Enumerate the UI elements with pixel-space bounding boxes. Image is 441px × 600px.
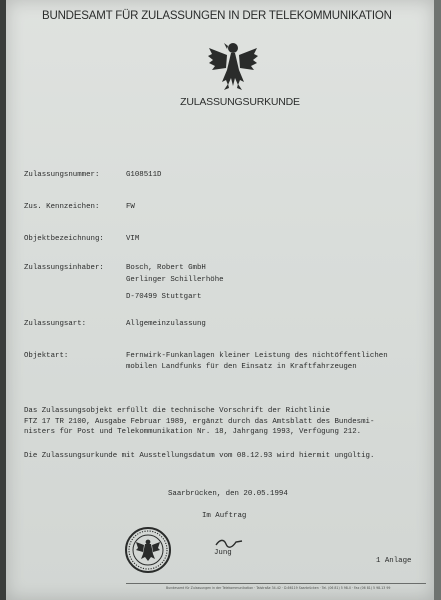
compliance-statement [24, 406, 429, 438]
field-value-object-designation: VIM [126, 235, 140, 243]
scan-right-edge [434, 0, 441, 600]
authority-header: BUNDESAMT FÜR ZULASSUNGEN IN DER TELEKOMMUNIKATION [42, 10, 392, 22]
field-label-object-type: Objektart: [24, 352, 69, 360]
field-value-object-type-line-1: Fernwirk-Funkanlagen kleiner Leistung des nichtöffentlichen [126, 352, 388, 360]
signature-icon [214, 536, 244, 550]
place-and-date: Saarbrücken, den 20.05.1994 [168, 490, 288, 498]
field-value-approval-type: Allgemeinzulassung [126, 320, 206, 328]
signatory-name: Jung [214, 549, 232, 557]
attachments-note: 1 Anlage [376, 557, 412, 565]
footer-rule [126, 583, 426, 584]
field-value-additional-mark: FW [126, 203, 135, 211]
field-value-object-type-line-2: mobilen Landfunks für den Einsatz in Kraftfahrzeugen [126, 363, 357, 371]
field-value-holder-line-2: Gerlinger Schillerhöhe [126, 276, 224, 284]
federal-eagle-icon [206, 40, 260, 92]
field-label-object-designation: Objektbezeichnung: [24, 235, 104, 243]
official-seal-icon [124, 526, 172, 574]
compliance-statement-line-1: Das Zulassungsobjekt erfüllt die technische Vorschrift der Richtlinie [24, 407, 331, 415]
field-value-approval-number: G108511D [126, 171, 162, 179]
compliance-statement-line-3: nisters für Post und Telekommunikation Nr. 18, Jahrgang 1993, Verfügung 212. [24, 428, 362, 436]
on-behalf-note: Im Auftrag [202, 512, 247, 520]
field-label-additional-mark: Zus. Kennzeichen: [24, 203, 100, 211]
field-label-approval-number: Zulassungsnummer: [24, 171, 100, 179]
certificate-page [6, 0, 434, 600]
field-label-approval-type: Zulassungsart: [24, 320, 87, 328]
compliance-statement-line-2: FTZ 17 TR 2100, Ausgabe Februar 1989, ergänzt durch das Amtsblatt des Bundesmi- [24, 417, 375, 426]
field-label-holder: Zulassungsinhaber: [24, 264, 104, 272]
field-value-holder-line-4: D-70499 Stuttgart [126, 293, 202, 301]
certificate-title: ZULASSUNGSURKUNDE [180, 96, 300, 108]
footer-address: Bundesamt für Zulassungen in der Telekommunikation · Talstraße 34-42 · D-66119 Saarbrücken · Tel. (06 81) 5 98-0 · Fax (06 81) 5 98-13 99 [166, 586, 391, 590]
invalidation-notice: Die Zulassungsurkunde mit Ausstellungsdatum vom 08.12.93 wird hiermit ungültig. [24, 452, 375, 460]
field-value-holder-line-1: Bosch, Robert GmbH [126, 264, 206, 272]
